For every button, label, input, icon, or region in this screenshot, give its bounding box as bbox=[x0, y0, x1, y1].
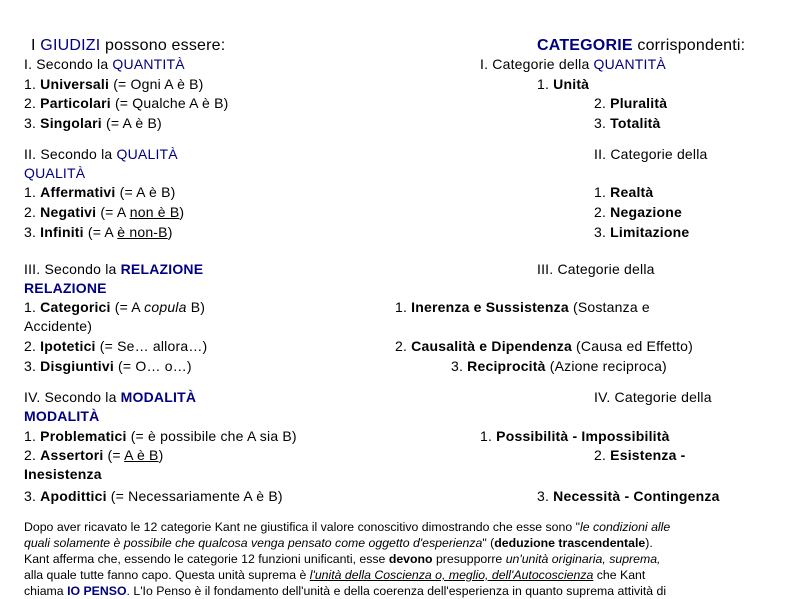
right-modalita-item-1: 1. Possibilità - Impossibilità bbox=[480, 428, 670, 444]
right-quantita-item-2: 2. Pluralità bbox=[594, 95, 668, 111]
right-quantita-item-3: 3. Totalità bbox=[594, 115, 661, 131]
left-relazione-item-2: 2. Ipotetici (= Se… allora…) bbox=[24, 338, 208, 354]
bottom-line-4: alla quale tutte fanno capo. Questa unità suprema è l'unità della Coscienza o, meglio, dell'Autocoscienza che Kant bbox=[24, 568, 646, 582]
right-modalita-item-2: 2. Esistenza - bbox=[594, 447, 686, 463]
left-relazione-item-3: 3. Disgiuntivi (= O… o…) bbox=[24, 358, 192, 374]
left-relazione-item-1-cont: Accidente) bbox=[24, 318, 93, 334]
left-qualita-title: II. Secondo la QUALITÀ bbox=[24, 146, 178, 162]
right-modalita-title: IV. Categorie della bbox=[594, 389, 712, 405]
left-qualita-item-3: 3. Infiniti (= A è non-B) bbox=[24, 224, 173, 240]
right-relazione-item-2: 2. Causalità e Dipendenza (Causa ed Effetto) bbox=[395, 338, 694, 354]
bottom-paragraph bbox=[24, 519, 770, 599]
left-relazione-item-1: 1. Categorici (= A copula B) bbox=[24, 299, 206, 315]
left-qualita-title-cont: QUALITÀ bbox=[24, 165, 86, 181]
bottom-line-3: Kant afferma che, essendo le categorie 12 funzioni unificanti, esse devono presupporre un'unità originaria, suprema, bbox=[24, 552, 661, 566]
left-modalita-item-2: 2. Assertori (= A è B) bbox=[24, 447, 164, 463]
right-quantita-title: I. Categorie della QUANTITÀ bbox=[480, 56, 666, 72]
right-qualita-item-1: 1. Realtà bbox=[594, 184, 654, 200]
left-qualita-item-1: 1. Affermativi (= A è B) bbox=[24, 184, 176, 200]
right-relazione-item-3: 3. Reciprocità (Azione reciproca) bbox=[451, 358, 667, 374]
left-modalita-title: IV. Secondo la MODALITÀ bbox=[24, 389, 197, 405]
right-qualita-title: II. Categorie della bbox=[594, 146, 708, 162]
right-relazione-title: III. Categorie della bbox=[537, 261, 655, 277]
left-modalita-title-cont: MODALITÀ bbox=[24, 408, 100, 424]
right-modalita-item-3: 3. Necessità - Contingenza bbox=[537, 488, 720, 504]
left-modalita-item-1: 1. Problematici (= è possibile che A sia B) bbox=[24, 428, 297, 444]
right-qualita-item-2: 2. Negazione bbox=[594, 204, 682, 220]
right-relazione-item-1: 1. Inerenza e Sussistenza (Sostanza e bbox=[395, 299, 650, 315]
left-relazione-title-cont: RELAZIONE bbox=[24, 280, 107, 296]
left-qualita-item-2: 2. Negativi (= A non è B) bbox=[24, 204, 185, 220]
right-qualita-item-3: 3. Limitazione bbox=[594, 224, 690, 240]
left-quantita-item-1: 1. Universali (= Ogni A è B) bbox=[24, 76, 204, 92]
left-header: I GIUDIZI possono essere: bbox=[31, 37, 226, 54]
right-quantita-item-1: 1. Unità bbox=[537, 76, 590, 92]
bottom-line-2: quali solamente è possibile che qualcosa venga pensato come oggetto d'esperienza" (deduzione trascendentale). bbox=[24, 536, 653, 550]
bottom-line-1: Dopo aver ricavato le 12 categorie Kant ne giustifica il valore conoscitivo dimostrando che esse sono "le condizioni alle bbox=[24, 520, 671, 534]
right-header: CATEGORIE corrispondenti: bbox=[537, 37, 746, 54]
left-relazione-title: III. Secondo la RELAZIONE bbox=[24, 261, 204, 277]
left-modalita-item-3: 3. Apodittici (= Necessariamente A è B) bbox=[24, 488, 283, 504]
left-quantita-item-2: 2. Particolari (= Qualche A è B) bbox=[24, 95, 229, 111]
left-quantita-title: I. Secondo la QUANTITÀ bbox=[24, 56, 185, 72]
bottom-line-5: chiama IO PENSO. L'Io Penso è il fondamento dell'unità e della coerenza dell'esperienza in quanto suprema attività di bbox=[24, 584, 667, 598]
left-quantita-item-3: 3. Singolari (= A è B) bbox=[24, 115, 162, 131]
left-modalita-item-2-cont: Inesistenza bbox=[24, 466, 102, 482]
